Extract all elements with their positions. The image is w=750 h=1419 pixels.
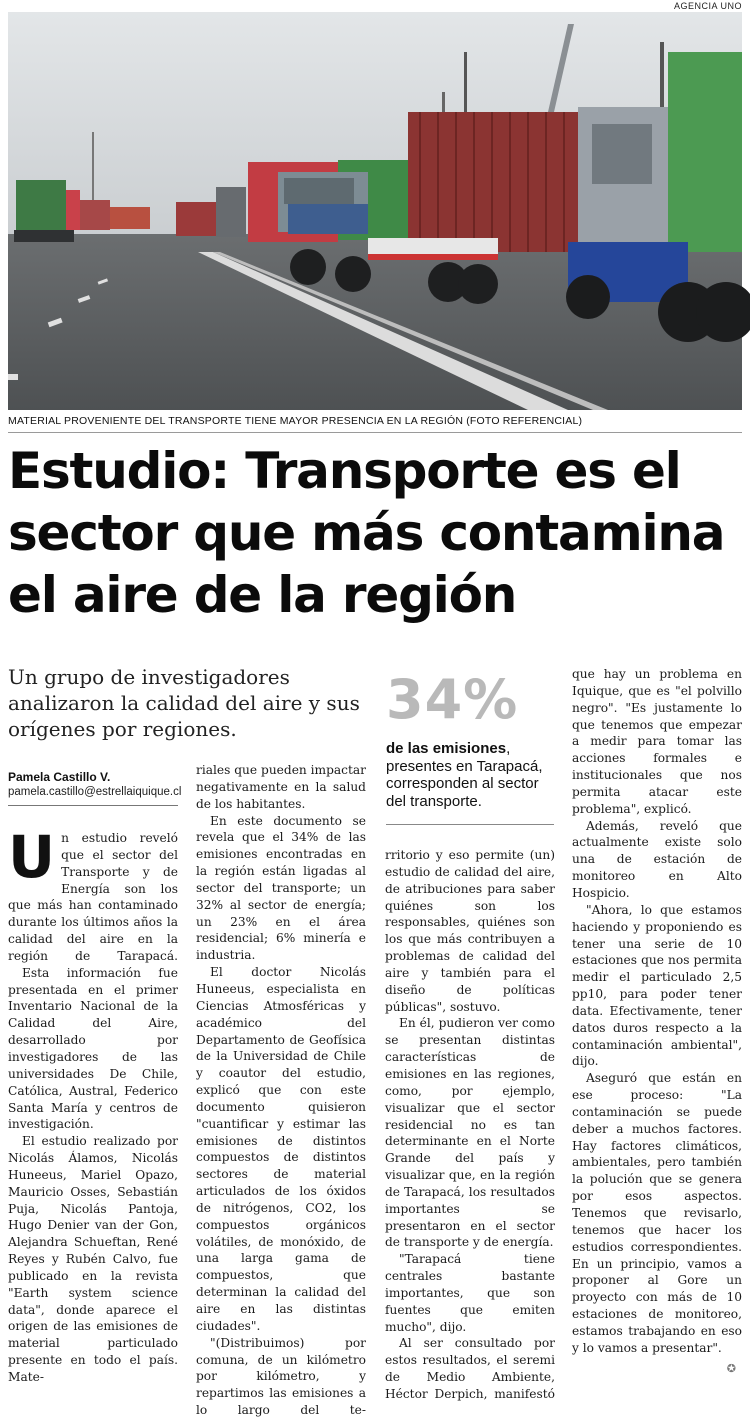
- author-email: pamela.castillo@estrellaiquique.cl: [8, 786, 182, 798]
- body-text: n estudio reveló que el sector del Transporte y de Energía son los que más han contaminado durante los últimos años la calidad del aire en la región de Tarapacá.: [8, 831, 178, 963]
- body-paragraph: rritorio y eso permite (un) estudio de calidad del aire, de atribuciones para saber quiénes son los responsables, quiénes son los que más contribuyen a problemas de calidad del aire y también para el diseño de políticas públicas", sostuvo.: [385, 848, 555, 1014]
- subheadline-line: Un grupo de investigadores: [8, 665, 290, 689]
- byline: [8, 770, 181, 798]
- truck-queue-photo-icon: [8, 12, 742, 410]
- body-paragraph: Además, reveló que actualmente existe solo una de estación de monitoreo en Alto Hospicio.: [572, 818, 742, 900]
- pull-quote-text: , presentes en Tarapacá, corresponden al sector del transporte.: [386, 740, 543, 810]
- article-photo: [8, 12, 742, 410]
- end-mark-icon: ✪: [726, 1362, 736, 1375]
- body-paragraph: Aseguró que están en ese proceso: "La contaminación se puede deber a muchos factores. Hay factores climáticos, ambientales, pero también la polución que se genera por esos aspectos. Tenemos que revisarlo, tenemos que hacer los estudios correspondientes. En un principio, vamos a proponer al Gore un proyecto con más de 10 estaciones de monitoreo, estamos trabajando en eso y lo vamos a presentar".: [572, 1071, 742, 1355]
- body-paragraph: [8, 823, 178, 965]
- headline-line: sector que más contamina: [8, 504, 725, 562]
- byline-divider: [8, 805, 178, 806]
- drop-cap: U: [8, 823, 56, 891]
- headline-line: Estudio: Transporte es el: [8, 442, 681, 500]
- body-column-3: [385, 847, 555, 1403]
- body-paragraph: que hay un problema en Iquique, que es "el polvillo negro". "Es justamente lo que tenemos que empezar a medir para tomar las acciones formales e institucionales que nos permita atacar este problema", explicó.: [572, 667, 742, 816]
- photo-caption: MATERIAL PROVENIENTE DEL TRANSPORTE TIENE MAYOR PRESENCIA EN LA REGIÓN (FOTO REFERENCIAL): [8, 415, 583, 427]
- headline-line: el aire de la región: [8, 566, 517, 624]
- headline: [8, 440, 746, 626]
- body-paragraph: Al ser consultado por estos resultados, el seremi de Medio Ambiente, Héctor Derpich, manifestó: [385, 1336, 555, 1401]
- highlight-stat: 34%: [386, 668, 519, 731]
- pull-quote-divider: [386, 824, 554, 825]
- photo-credit: AGENCIA UNO: [673, 1, 742, 11]
- pull-quote: [386, 740, 556, 810]
- body-paragraph: El doctor Nicolás Huneeus, especialista en Ciencias Atmosféricas y académico del Departamento de Geofísica de la Universidad de Chile y coautor del estudio, explicó que con este documento quisieron "cuantificar y estimar las emisiones de distintos compuestos de distintos sectores de material articulados de los óxidos de nitrógenos, CO2, los compuestos orgánicos volátiles, de monóxido, de una larga gama de compuestos, que determinan la calidad del aire en las distintas ciudades".: [196, 965, 366, 1333]
- body-paragraph: El estudio realizado por Nicolás Álamos, Nicolás Huneeus, Mariel Opazo, Mauricio Osses, Sebastián Puja, Nicolás Pantoja, Hugo Denier van der Gon, Alejandra Schueftan, René Reyes y Rubén Calvo, fue publicado en la revista "Earth system science data", donde aparece el origen de las emisiones de material particulado presente en todo el país. Mate-: [8, 1134, 178, 1384]
- body-paragraph: riales que pueden impactar negativamente en la salud de los habitantes.: [196, 763, 366, 811]
- body-paragraph: "Tarapacá tiene centrales bastante importantes, que son fuentes que emiten mucho", dijo.: [385, 1252, 555, 1334]
- body-paragraph: "(Distribuimos) por comuna, de un kilómetro por kilómetro, y repartimos las emisiones a lo largo del te-: [196, 1335, 366, 1418]
- subheadline-line: orígenes por regiones.: [8, 717, 237, 741]
- pull-quote-bold: de las emisiones: [386, 740, 507, 757]
- body-column-1: [8, 823, 178, 1386]
- caption-divider: [8, 432, 742, 433]
- subheadline-line: analizaron la calidad del aire y sus: [8, 691, 360, 715]
- body-paragraph: "Ahora, lo que estamos haciendo y proponiendo es tener una serie de 10 estaciones que nos permita medir el particulado 2,5 pp10, para poder tener data. Efectivamente, tener datos duros respecto a la contaminación ambiental", dijo.: [572, 902, 742, 1069]
- subheadline: [8, 664, 368, 742]
- author-name: Pamela Castillo V.: [8, 770, 111, 784]
- body-paragraph: Esta información fue presentada en el primer Inventario Nacional de la Calidad del Aire, desarrollado por investigadores de las universidades De Chile, Católica, Austral, Federico Santa María y centros de investigación.: [8, 965, 178, 1132]
- body-paragraph: En él, pudieron ver como se presentan distintas características de emisiones en las regiones, como, por ejemplo, visualizar que el sector residencial no es tan determinante en el Norte Grande del país y visualizar que, en la región de Tarapacá, los resultados importantes se presentaron en el sector de transporte y de energía.: [385, 1016, 555, 1250]
- body-paragraph: En este documento se revela que el 34% de las emisiones encontradas en la región están ligadas al sector del transporte; un 32% al sector de energía; un 23% en el área residencial; 6% minería e industria.: [196, 813, 366, 963]
- body-column-2: [196, 762, 366, 1419]
- body-column-4: [572, 666, 742, 1357]
